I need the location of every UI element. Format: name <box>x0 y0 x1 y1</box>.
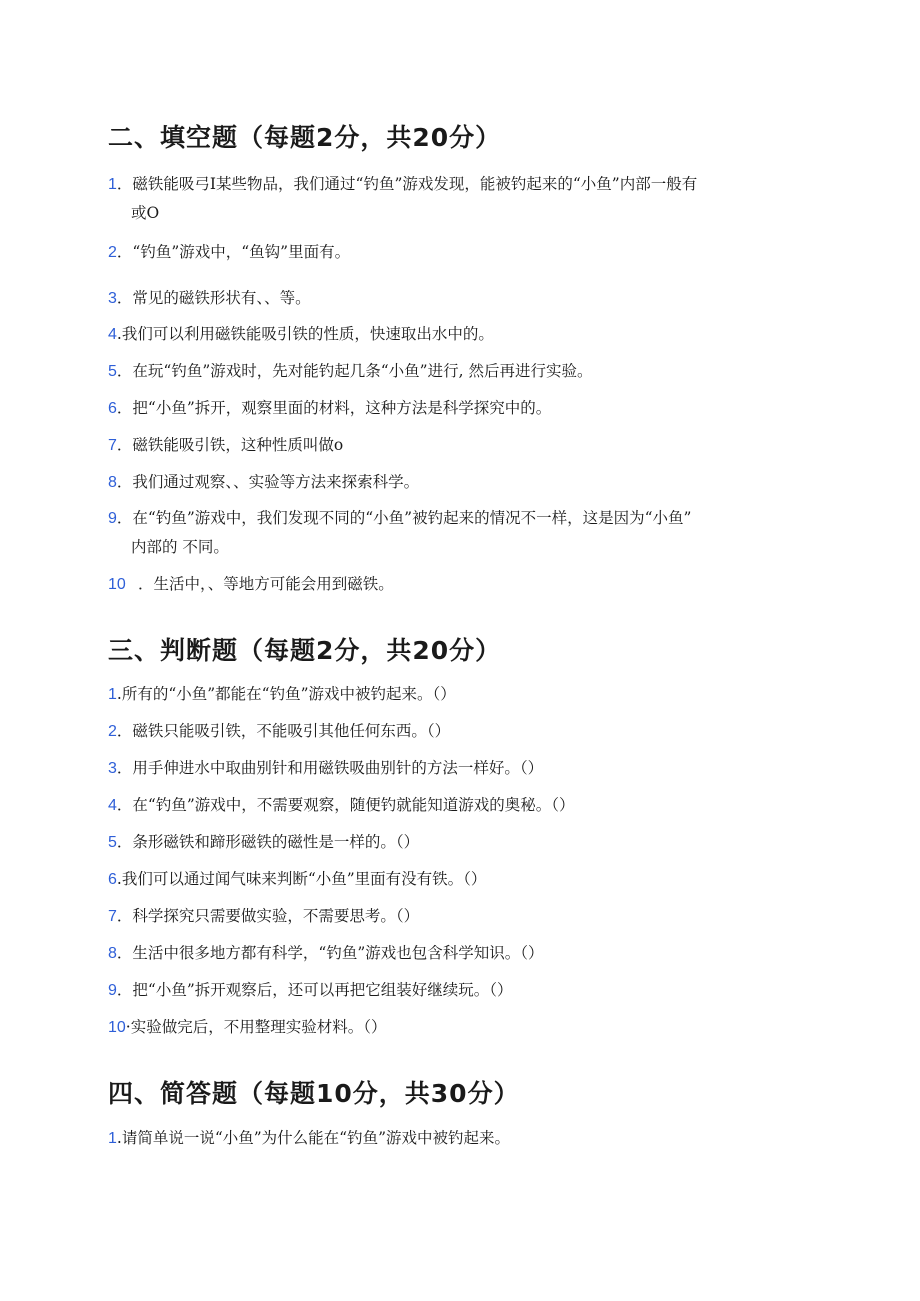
question-text: .所有的“小鱼”都能在“钓鱼”游戏中被钓起来。（） <box>116 685 456 703</box>
question-text-continuation: 内部的 不同。 <box>131 538 229 556</box>
question-number: 2 <box>108 244 117 261</box>
question-text: ．生活中很多地方都有科学，“钓鱼”游戏也包含科学知识。（） <box>116 944 544 962</box>
question-text: ．把“小鱼”拆开观察后，还可以再把它组装好继续玩。（） <box>116 981 513 999</box>
question-number: 9 <box>108 510 117 527</box>
question-item <box>108 359 592 381</box>
question-item <box>108 682 456 704</box>
question-number: 8 <box>108 474 117 491</box>
question-number: 5 <box>108 363 117 380</box>
question-item <box>108 470 419 492</box>
question-item <box>108 830 419 852</box>
question-text: ．磁铁能吸弓I某些物品，我们通过“钓鱼”游戏发现，能被钓起来的“小鱼”内部一般有 <box>116 175 698 193</box>
question-text: ·实验做完后，不用整理实验材料。（） <box>125 1018 387 1036</box>
question-text: ．在“钓鱼”游戏中，我们发现不同的“小鱼”被钓起来的情况不一样，这是因为“小鱼” <box>116 509 692 527</box>
question-text: ．在“钓鱼”游戏中，不需要观察，随便钓就能知道游戏的奥秘。（） <box>116 796 575 814</box>
question-text-continuation: 或O <box>131 204 160 222</box>
question-number: 1 <box>108 176 117 193</box>
question-text: ．科学探究只需要做实验，不需要思考。（） <box>116 907 420 925</box>
section-title-true-false: 三、判断题（每题2分，共20分） <box>108 636 502 665</box>
question-item <box>108 172 697 194</box>
question-item <box>108 978 513 1000</box>
question-item <box>108 286 311 308</box>
question-item <box>108 240 350 262</box>
question-text: ．我们通过观察、、实验等方法来探索科学。 <box>116 473 420 491</box>
question-text: .我们可以利用磁铁能吸引铁的性质，快速取出水中的。 <box>116 325 494 343</box>
question-text: .我们可以通过闻气味来判断“小鱼”里面有没有铁。（） <box>116 870 487 888</box>
question-number: 2 <box>108 723 117 740</box>
question-number: 1 <box>108 1130 117 1147</box>
question-item <box>108 793 575 815</box>
question-item <box>108 1015 386 1037</box>
question-item <box>108 756 543 778</box>
question-text: ．在玩“钓鱼”游戏时，先对能钓起几条“小鱼”进行, 然后再进行实验。 <box>116 362 593 380</box>
question-item <box>108 1126 510 1148</box>
question-text: ．生活中，、等地方可能会用到磁铁。 <box>138 575 394 593</box>
section-title-fill-blank: 二、填空题（每题2分，共20分） <box>108 123 502 152</box>
question-item <box>108 396 551 418</box>
question-number: 3 <box>108 290 117 307</box>
question-number: 7 <box>108 908 117 925</box>
question-number: 1 <box>108 686 117 703</box>
question-item <box>108 433 343 455</box>
question-number: 6 <box>108 871 117 888</box>
question-item <box>108 322 494 344</box>
question-text: ．磁铁能吸引铁，这种性质叫做o <box>116 436 344 454</box>
question-item <box>108 506 691 528</box>
question-item <box>108 867 486 889</box>
question-text: ．用手伸进水中取曲别针和用磁铁吸曲别针的方法一样好。（） <box>116 759 544 777</box>
question-number: 6 <box>108 400 117 417</box>
question-item <box>108 572 394 594</box>
section-title-short-answer: 四、简答题（每题10分，共30分） <box>108 1079 520 1108</box>
question-item <box>108 941 544 963</box>
question-text: ．常见的磁铁形状有、、等。 <box>116 289 311 307</box>
question-number: 4 <box>108 326 117 343</box>
question-number: 4 <box>108 797 117 814</box>
question-text: .请简单说一说“小鱼”为什么能在“钓鱼”游戏中被钓起来。 <box>116 1129 511 1147</box>
question-number: 7 <box>108 437 117 454</box>
question-text: ．把“小鱼”拆开，观察里面的材料，这种方法是科学探究中的。 <box>116 399 552 417</box>
question-text: ．“钓鱼”游戏中，“鱼钩”里面有。 <box>116 243 351 261</box>
question-text: ．条形磁铁和蹄形磁铁的磁性是一样的。（） <box>116 833 420 851</box>
question-number: 8 <box>108 945 117 962</box>
question-item <box>108 904 419 926</box>
question-item <box>108 719 450 741</box>
question-text: ．磁铁只能吸引铁，不能吸引其他任何东西。（） <box>116 722 451 740</box>
question-number: 9 <box>108 982 117 999</box>
question-number: 10 <box>108 1019 126 1036</box>
question-number: 5 <box>108 834 117 851</box>
question-number: 3 <box>108 760 117 777</box>
question-number: 10 <box>108 576 126 593</box>
